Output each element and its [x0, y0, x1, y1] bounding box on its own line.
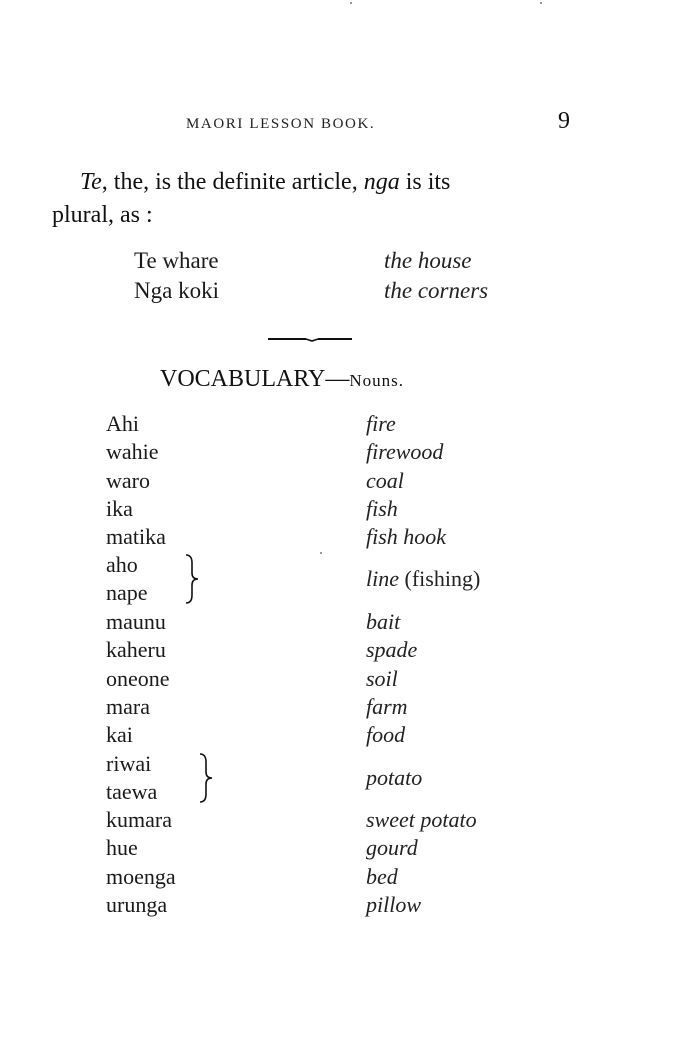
vocab-maori: matika — [106, 524, 166, 550]
vocab-maori: kumara — [106, 807, 172, 833]
vocab-group — [106, 551, 586, 608]
intro-text-b: is its — [399, 169, 451, 195]
vocab-english: fish hook — [366, 524, 447, 550]
vocab-english: spade — [366, 637, 418, 663]
vocab-row — [106, 665, 586, 693]
vocab-row — [106, 636, 586, 664]
intro-text-a: , the, is the definite article, — [101, 169, 364, 195]
intro-line-1 — [52, 166, 592, 199]
vocab-maori: oneone — [106, 665, 170, 691]
vocab-english-note: (fishing) — [399, 566, 481, 592]
vocab-english: bed — [366, 863, 398, 889]
vocab-row — [106, 863, 586, 891]
vocab-maori: maunu — [106, 609, 166, 635]
example-maori: Te whare — [134, 248, 219, 273]
vocab-row — [106, 523, 586, 551]
vocab-row — [106, 834, 586, 862]
vocab-english: pillow — [366, 892, 422, 918]
vocab-english: coal — [366, 467, 404, 493]
vocab-english: fire — [366, 411, 396, 436]
intro-line-2: plural, as : — [52, 202, 153, 228]
vocab-english: fish — [366, 495, 398, 521]
vocab-english: potato — [366, 764, 423, 790]
vocab-row — [106, 806, 586, 834]
vocab-english: bait — [366, 609, 401, 635]
vocab-maori: urunga — [106, 892, 168, 918]
term-te: Te — [80, 169, 102, 195]
vocab-maori: ika — [106, 495, 133, 521]
vocab-maori: riwai — [106, 750, 152, 776]
vocab-maori: moenga — [106, 863, 176, 889]
vocab-english: farm — [366, 693, 408, 719]
vocab-row — [106, 693, 586, 721]
vocab-maori: waro — [106, 467, 150, 493]
example-list — [134, 246, 554, 306]
vocab-english-word: line — [366, 566, 399, 592]
vocab-maori: kai — [106, 722, 133, 748]
vocab-maori: Ahi — [106, 411, 139, 436]
vocabulary-list — [106, 410, 586, 919]
vocab-english: gourd — [366, 835, 418, 861]
vocab-maori: kaheru — [106, 637, 166, 663]
brace-icon — [182, 553, 202, 605]
vocab-row — [106, 410, 586, 438]
print-speck — [540, 2, 542, 4]
vocab-maori: mara — [106, 693, 150, 719]
vocab-maori: taewa — [106, 778, 158, 804]
example-row — [134, 246, 554, 276]
vocab-row — [106, 721, 586, 749]
vocab-row — [106, 608, 586, 636]
section-title-main: VOCABULARY— — [160, 366, 350, 392]
vocab-english: food — [366, 722, 406, 748]
vocab-row — [106, 438, 586, 466]
running-head: MAORI LESSON BOOK. — [186, 116, 376, 132]
print-speck — [350, 2, 352, 4]
vocab-maori: hue — [106, 835, 138, 861]
section-title — [160, 366, 404, 393]
vocab-english: sweet potato — [366, 807, 477, 833]
vocab-row — [106, 891, 586, 919]
example-english: the corners — [384, 278, 489, 303]
print-speck — [320, 552, 322, 554]
vocab-english: firewood — [366, 439, 444, 465]
vocab-maori: aho — [106, 552, 138, 578]
vocab-group — [106, 750, 586, 807]
vocab-maori: nape — [106, 580, 148, 606]
vocab-english: soil — [366, 665, 398, 691]
example-english: the house — [384, 248, 472, 273]
term-nga: nga — [363, 169, 400, 195]
vocab-row — [106, 495, 586, 523]
vocab-maori: wahie — [106, 439, 159, 465]
page-number: 9 — [558, 108, 570, 134]
intro-paragraph — [52, 166, 592, 232]
vocab-english — [366, 565, 480, 593]
section-title-smallcaps: Nouns. — [349, 371, 405, 390]
vocab-row — [106, 467, 586, 495]
example-row — [134, 276, 554, 306]
section-divider — [268, 332, 352, 346]
example-maori: Nga koki — [134, 278, 219, 303]
brace-icon — [196, 752, 216, 804]
